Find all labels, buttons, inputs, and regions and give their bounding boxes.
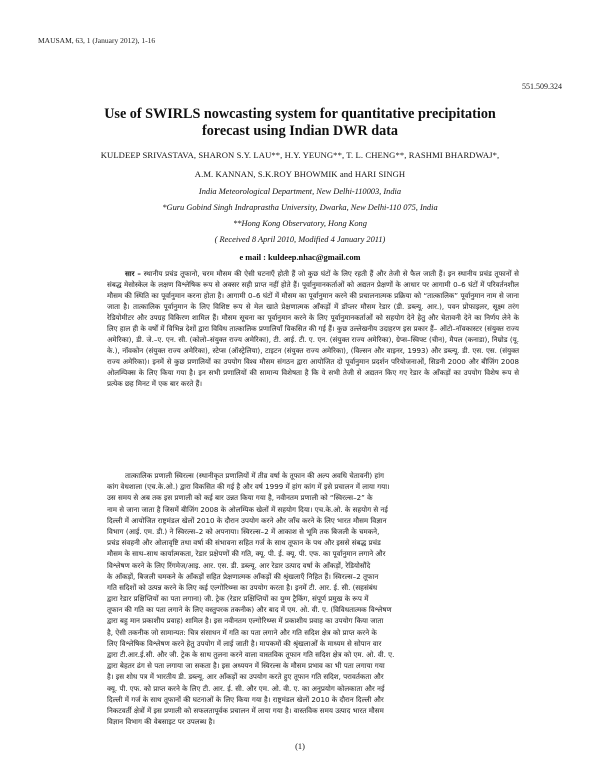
text-line: निकटवर्ती क्षेत्रों में इस प्रणाली को सफलतापूर्वक प्रचालन में लाया गया है। वास्तविक समय उत्पाद भारत मौसम [107, 705, 384, 715]
affiliation-ggsipu: *Guru Gobind Singh Indraprastha University, Dwarka, New Delhi-110 075, India [162, 203, 438, 212]
paper-title [60, 106, 540, 140]
text-line: प्रचंड संवहनी और ओलावृष्टि तथा वर्षा की संभावना सहित गर्ज के साथ तूफान के पथ और इससे संबद्ध प्रचंड [107, 538, 381, 548]
authors-line-1: KULDEEP SRIVASTAVA, SHARON S.Y. LAU**, H.Y. YEUNG**, T. L. CHENG**, RASHMI BHARDWAJ*, [100, 150, 500, 160]
title-line-2: forecast using Indian DWR data [201, 123, 399, 139]
text-line: विश्लेषण करने के लिए रिंगमेज/आइ. आर. एस. डी. डब्ल्यू. आर रेडार उत्पाद वर्षा के आँकड़ों, रेडियोसौंदे [107, 560, 371, 570]
text-line: द्वारा रेडार प्रक्षिप्तियों का पता लगाना) जी. ट्रेक (रेडार प्रक्षिप्तियों का युग्म ट्रैकिंग, संपूर्ण प्रमुख के रूप में [107, 594, 369, 604]
text-line: लिए विश्लेषिक विश्लेषण करने हेतु उपयोग में लाई जाती है। मापकमों की श्रृंखलाओं के माध्यम से सोपान वार [107, 638, 382, 648]
page-number: (1) [295, 742, 305, 751]
text-line: के आँकड़ों, बिजली चमकने के आँकड़ों सहित प्रेक्षणात्मक आँकड़ों की श्रृंखलाएँ निहित हैं। स्विरल्स–2 तूफान [107, 571, 379, 581]
text-line: उस समय से अब तक इस प्रणाली को कई बार उन्नत किया गया है, नवीनतम प्रणाली को “स्विरल्स–2” के [107, 493, 373, 503]
text-line: द्वारा बेहतर ढंग से पता लगाया जा सकता है। इस अध्ययन में स्विरल्स के मौसम प्रभाव का भी पता लगाया गया [107, 661, 385, 671]
text-line: विभाग (आई. एम. डी.) ने स्विरल्स–2 को अपनाया। स्विरल्स–2 में आकाश से भूमि तक बिजली के चमकने, [107, 526, 380, 536]
abstract-hindi [107, 268, 519, 389]
journal-reference: MAUSAM, 63, 1 (January 2012), 1-16 [38, 36, 156, 45]
text-line: मौसम के साथ–साथ कार्यात्मकता, रेडार प्रक्षेपणों की गति, क्यू. पी. ई. क्यू. पी. एफ. का पूर्वानुमान लगाने और [107, 549, 386, 559]
abstract-text: स्थानीय प्रचंड तूफानो, चरम मौसम की ऐसी घटनाएँ होती हैं जो कुछ घंटों के लिए रहती हैं और तेजी से फैल जाती हैं। इन स्थानीय प्रचंड तूफानों से संबद्ध मेसोस्केल के लक्षण विश्लेषिक रूप से अक्सर सही प्राप्त नहीं होते हैं। पूर्वानुमानकर्ताओं को अद्यतन प्रेक्षणों के आधार पर आगामी 0–6 घंटों में परिवर्तनशील मौसम की स्थिति का पूर्वानुमान करना होता है। आगामी 0–6 घंटों में मौसम का पूर्वानुमान करने की प्रचालनात्मक प्रक्रिया को “तात्कालिक” पूर्वानुमान नाम से जाना जाता है। तात्कालिक पूर्वानुमान के लिए विशिष्ट रूप से मेल खाते प्रेक्षणात्मक आँकड़ों में डॉप्लर मौसम रेडार (डी. डब्ल्यू. आर.), पवन प्रोफाइलर, सूक्ष्म तरंग रेडियोमीटर और उपग्रह विकिरण शामिल हैं। मौसम सूचना का पूर्वानुमान करने के लिए पूर्वानुमानकर्ताओं को सहयोग देने हेतु और चेतावनी देने का निर्णय लेने के लिए हाल ही के वर्षों में विभिन्न देशों द्वारा विविध तात्कालिक प्रणालियाँ विकसित की गई हैं। कुछ उल्लेखनीय उदाहरण इस प्रकार हैं– ऑटो–नॉवकास्टर (संयुक्त राज्य अमेरिका), डी. जे.–ए. एन. सी. (कोलो–संयुक्त राज्य अमेरिका), टी. आई. टी. ए. एन. (संयुक्त राज्य अमेरिका), ग्रेप्स–स्विफ्ट (चीन), मैपल (कनाडा), निम्रोड (यू. के.), नॉवकोन (संयुक्त राज्य अमेरिका), स्टेप्स (ऑस्ट्रेलिया), टाइटन (संयुक्त राज्य अमेरिका), (विल्सन और वाइनर, 1993) और डब्ल्यू. डी. एस. एस. (संयुक्त राज्य अमेरिका)। इनमें से कुछ प्रणालियों का उपयोग विश्व मौसम संगठन द्वारा आयोजित दो पूर्वानुमान प्रदर्शन परियोजनाओं, सिडनी 2000 और बीजिंग 2008 ओलम्पिक्स के लिए किया गया है। इन सभी प्रणालियों की सामान्य विशेषता है कि ये सभी तेजी से अद्यतन किए गए रेडार के आँकड़ों का उपयोग विशेष रूप से प्रत्येक छह मिनट में एक बार करते हैं। [107, 269, 519, 388]
text-line: है। इस शोध पत्र में भारतीय डी. डब्ल्यू. आर आँकड़ों का उपयोग करते हुए तूफान गति सदिश, परावर्तकता और [107, 672, 384, 682]
text-line: दिल्ली में गर्ज के साथ तूफानों की घटनाओं के लिए किया गया है। राष्ट्रमंडल खेलों 2010 के दौरान दिल्ली और [107, 694, 384, 704]
text-line: द्वारा टी.आर.ई.सी. और जी. ट्रेक के साथ तुलना करने वाला वास्तविक तूफान गति सदिश क्षेत्र को एम. ओ. वी. ए. [107, 650, 395, 659]
affiliation-hko: **Hong Kong Observatory, Hong Kong [233, 219, 367, 228]
contact-email[interactable]: e mail : kuldeep.nhac@gmail.com [239, 253, 361, 262]
text-line: दिल्ली में आयोजित राष्ट्रमंडल खेलों 2010 के दौरान उपयोग करने और जाँच करने के लिए भारत मौसम विज्ञान [107, 515, 387, 525]
body-paragraph-2 [107, 470, 519, 727]
text-line: कांग वेधशाला (एच.के.ओ.) द्वारा विकसित की गई है और वर्ष 1999 में हांग कांग में इसे प्रचालन में लाया गया। [107, 482, 390, 492]
text-line: तूफान की गति का पता लगाने के लिए वस्तुपरक तकनीक) और बाद में एम. ओ. वी. ए. (विविधतात्मक विश्लेषण [107, 605, 392, 615]
udc-code: 551.509.324 [522, 82, 562, 91]
text-line: तात्कालिक प्रणाली स्विरल्स (स्थानीकृत प्रणालियों में तीव्र वर्षा के तूफान की अल्प अवधि चेतावनी) हांग [125, 471, 385, 480]
text-line: है, ऐसी तकनीक जो सामान्यत: चित्र संसाधन में गति का पता लगाने और गति सदिश क्षेत्र को प्राप्त करने के [107, 627, 377, 637]
text-line: विज्ञान विभाग की वेबसाइट पर उपलब्ध है। [107, 717, 215, 727]
authors-line-2: A.M. KANNAN, S.K.ROY BHOWMIK and HARI SINGH [194, 169, 406, 179]
text-line: क्यू. पी. एफ. को प्राप्त करने के लिए टी. आर. ई. सी. और एम. ओ. वी. ए. का अनुप्रयोग कोलकाता और नई [107, 683, 385, 693]
text-line: द्वारा बहु मान प्रकाशीय प्रवाह) शामिल है। इस नवीनतम एल्गोरिथ्म्स में प्रकाशीय प्रवाह का उपयोग किया जाता [107, 616, 384, 626]
received-dates: ( Received 8 April 2010, Modified 4 January 2011) [214, 235, 386, 244]
affiliation-imd: India Meteorological Department, New Delhi-110003, India [198, 187, 402, 196]
abstract-label: सार – [125, 269, 141, 278]
title-line-1: Use of SWIRLS nowcasting system for quantitative precipitation [104, 106, 496, 122]
text-line: नाम से जाना जाता है जिसमें बीजिंग 2008 के ओलम्पिक खेलों में सहयोग दिया। एच.के.ओ. के सहयोग से नई [107, 504, 388, 514]
text-line: गति सदिशों को उत्पन्न करने के लिए कई एल्गोरिथ्म्स का उपयोग करता है। इनमें टी. आर. ई. सी. (सहसंबंध [107, 582, 378, 592]
